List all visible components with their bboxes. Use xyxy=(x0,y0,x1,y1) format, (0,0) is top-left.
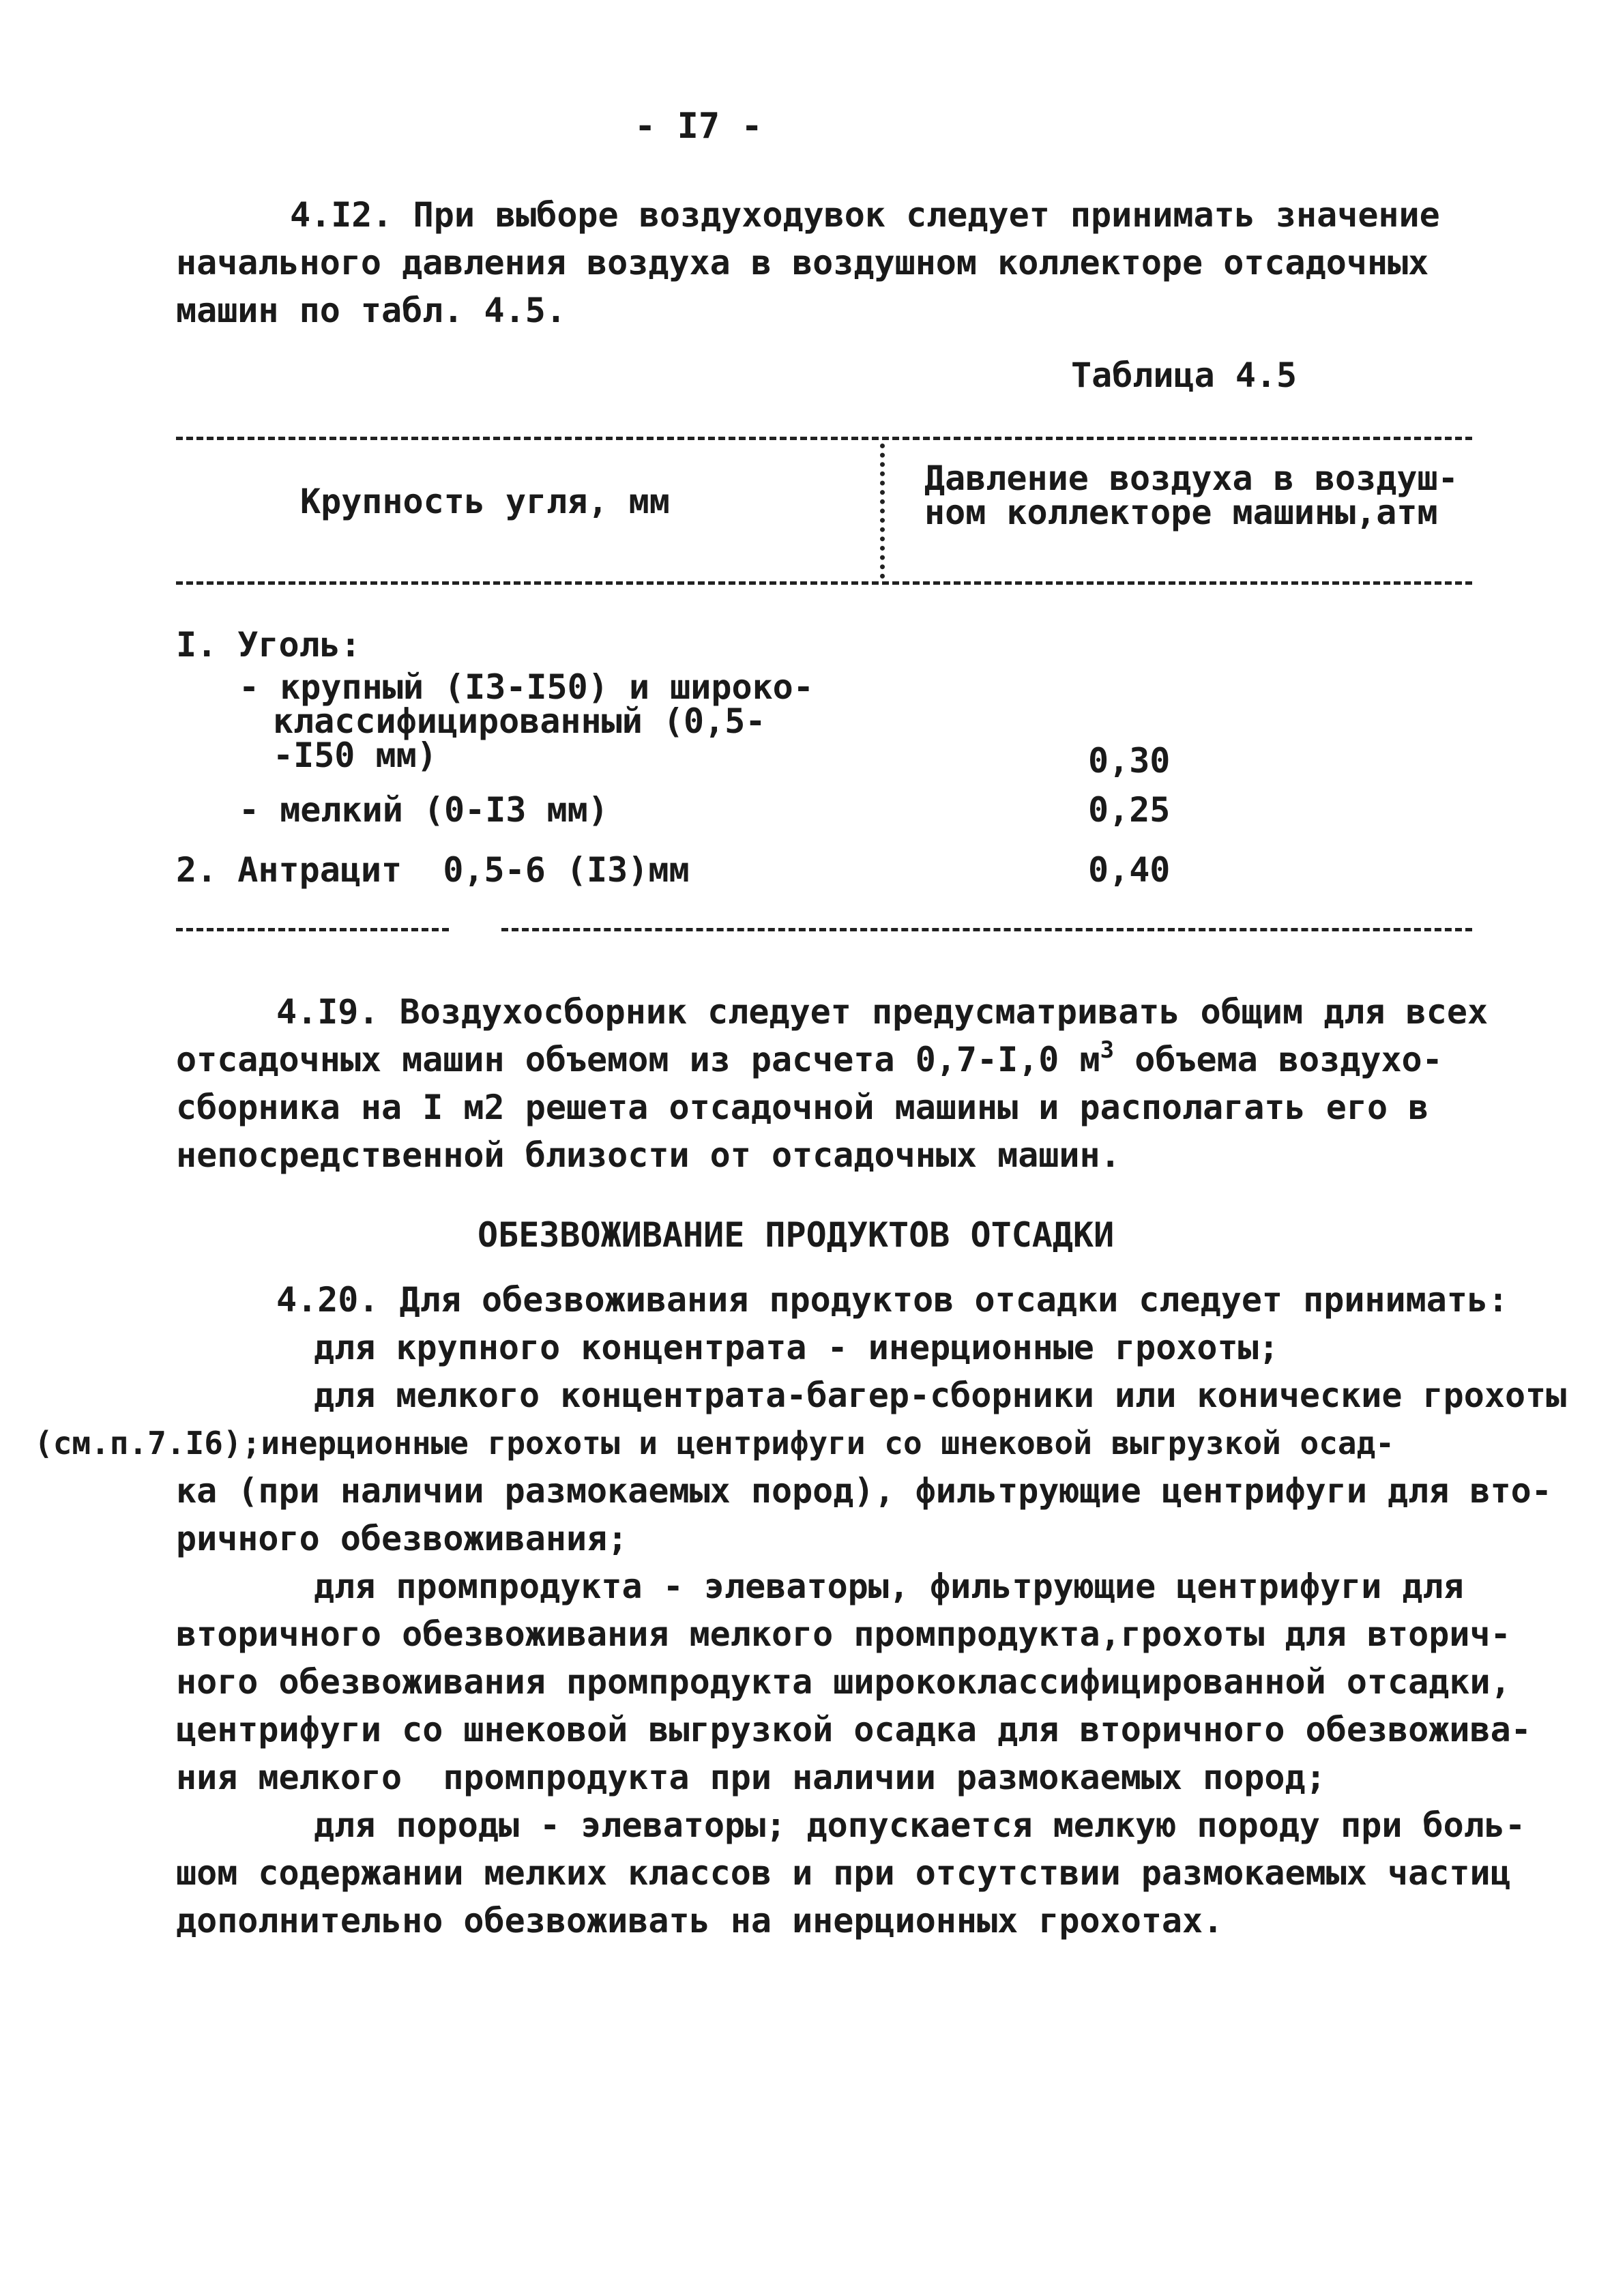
table-row-large-coal-line-2: классифицированный (0,5- xyxy=(273,701,766,741)
table-bottom-rule-left xyxy=(176,928,449,931)
table-caption: Таблица 4.5 xyxy=(1071,355,1298,395)
para-4-20-line-12: для породы - элеваторы; допускается мелкую породу при боль- xyxy=(314,1805,1526,1845)
section-heading: ОБЕЗВОЖИВАНИЕ ПРОДУКТОВ ОТСАДКИ xyxy=(478,1215,1115,1255)
para-4-12-line-2: начального давления воздуха в воздушном коллекторе отсадочных xyxy=(176,243,1429,282)
para-4-20-line-1: 4.20. Для обезвоживания продуктов отсадки следует принимать: xyxy=(276,1280,1509,1320)
para-4-20-line-2: для крупного концентрата - инерционные грохоты; xyxy=(314,1328,1279,1367)
para-4-19-line-1: 4.I9. Воздухосборник следует предусматривать общим для всех xyxy=(276,992,1489,1032)
para-4-20-line-3: для мелкого концентрата-багер-сборники или конические грохоты xyxy=(314,1376,1567,1415)
cubic-superscript: 3 xyxy=(1100,1036,1115,1064)
para-4-20-line-13: шом содержании мелких классов и при отсутствии размокаемых частиц xyxy=(176,1853,1511,1893)
para-4-12-line-3: машин по табл. 4.5. xyxy=(176,291,566,330)
table-header-coarseness: Крупность угля, мм xyxy=(300,482,670,521)
table-row-large-coal-line-1: - крупный (I3-I50) и широко- xyxy=(239,667,814,707)
para-4-20-line-7: для промпродукта - элеваторы, фильтрующие центрифуги для xyxy=(314,1567,1464,1606)
table-row-fine-coal: - мелкий (0-I3 мм) xyxy=(239,790,609,830)
table-row-large-coal-line-3: -I50 мм) xyxy=(273,736,437,775)
table-row-anthracite: 2. Антрацит 0,5-6 (I3)мм xyxy=(176,850,690,890)
para-4-19-line-2-end: объема воздухо- xyxy=(1114,1040,1443,1079)
para-4-20-line-9: ного обезвоживания промпродукта ширококлассифицированной отсадки, xyxy=(176,1662,1511,1702)
para-4-12-line-1: 4.I2. При выборе воздуходувок следует принимать значение xyxy=(290,195,1440,235)
para-4-20-line-8: вторичного обезвоживания мелкого промпродукта,грохоты для вторич- xyxy=(176,1614,1511,1654)
table-top-rule xyxy=(176,437,1472,440)
para-4-19-line-4: непосредственной близости от отсадочных машин. xyxy=(176,1135,1121,1175)
para-4-19-line-2 xyxy=(176,1036,1443,1084)
para-4-20-line-5: ка (при наличии размокаемых пород), фильтрующие центрифуги для вто- xyxy=(176,1471,1552,1511)
para-4-20-line-14: дополнительно обезвоживать на инерционных грохотах. xyxy=(176,1901,1224,1941)
para-4-20-line-11: ния мелкого промпродукта при наличии размокаемых пород; xyxy=(176,1758,1326,1797)
table-header-pressure-line-2: ном коллекторе машины,атм xyxy=(924,493,1438,532)
table-header-pressure-line-1: Давление воздуха в воздуш- xyxy=(924,459,1459,498)
table-header-rule xyxy=(176,581,1472,585)
para-4-19-line-2-start: отсадочных машин объемом из расчета 0,7-I,0 м xyxy=(176,1040,1100,1079)
table-value-fine-coal: 0,25 xyxy=(1088,790,1171,830)
table-value-anthracite: 0,40 xyxy=(1088,850,1171,890)
table-bottom-rule-right xyxy=(501,928,1472,931)
page-number: - I7 - xyxy=(634,106,763,147)
table-column-divider xyxy=(880,444,885,579)
para-4-20-line-6: ричного обезвоживания; xyxy=(176,1519,628,1558)
table-row-coal-heading: I. Уголь: xyxy=(176,625,361,665)
para-4-20-line-10: центрифуги со шнековой выгрузкой осадка для вторичного обезвожива- xyxy=(176,1710,1532,1749)
para-4-20-line-4: (см.п.7.I6);инерционные грохоты и центрифуги со шнековой выгрузкой осад- xyxy=(34,1425,1394,1462)
para-4-19-line-3: сборника на I м2 решета отсадочной машины и располагать его в xyxy=(176,1088,1429,1127)
table-value-large-coal: 0,30 xyxy=(1088,741,1171,781)
